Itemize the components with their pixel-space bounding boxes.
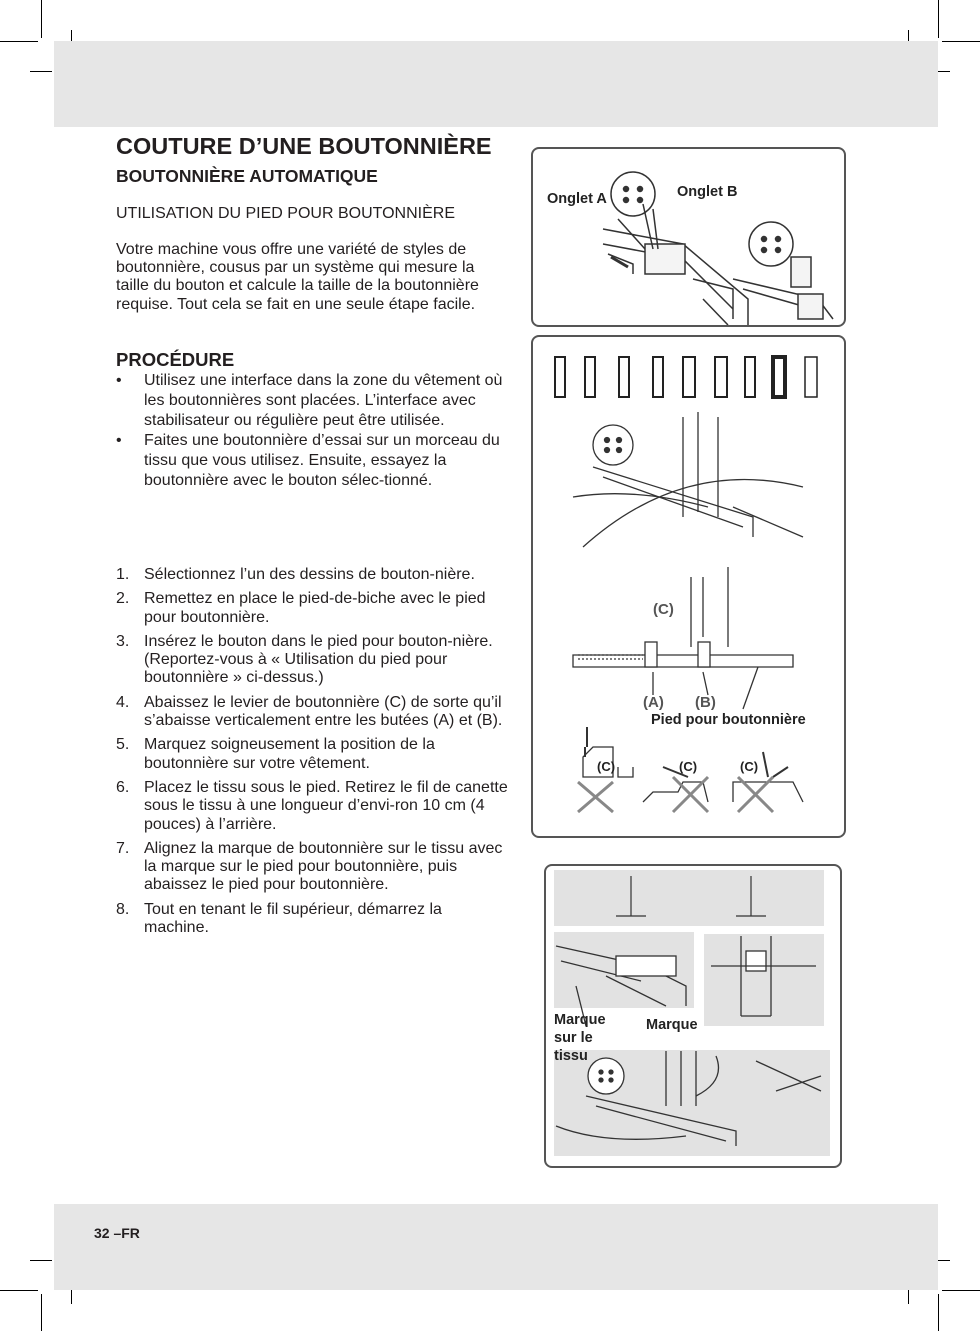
crop-mark (942, 1290, 980, 1291)
crop-mark (942, 41, 980, 42)
list-item (116, 901, 508, 938)
stop-b-label: (B) (695, 694, 716, 711)
crop-mark (41, 1294, 42, 1331)
crop-mark (41, 0, 42, 38)
figure-buttonhole-lever (531, 335, 846, 838)
stop-a-label: (A) (643, 694, 664, 711)
step-text: Placez le tissu sous le pied. Retirez le fil de canette sous le tissu à une longueur d’envi-ron 10 cm (4 pouces) à l’arrière. (144, 778, 508, 833)
list-item (116, 694, 508, 731)
foot-mark-label: Marque (646, 1017, 698, 1033)
list-item: • Faites une boutonnière d’essai sur un morceau du tissu que vous utilisez. Ensuite, essayez la boutonnière avec le bouton sélec-tionné. (116, 432, 500, 489)
lever-c-label-2: (C) (679, 759, 698, 774)
bullet-list (116, 371, 508, 491)
page-title: COUTURE D’UNE BOUTONNIÈRE (116, 133, 492, 159)
step-number: 8. (116, 900, 130, 918)
step-text: Sélectionnez l’un des dessins de bouton-nière. (144, 566, 475, 583)
bullet-text: Faites une boutonnière d’essai sur un morceau du tissu que vous utilisez. Ensuite, essayez la boutonnière avec le bouton sélec-tionné. (144, 432, 500, 489)
section-subtitle: BOUTONNIÈRE AUTOMATIQUE (116, 166, 378, 186)
list-item (116, 590, 508, 627)
page-number: 32 –FR (94, 1225, 140, 1241)
lever-c-label: (C) (653, 601, 674, 618)
bullet-text: Utilisez une interface dans la zone du vêtement où les boutonnières sont placées. L’interface avec stabilisateur ou régulière peut être utilisée. (144, 372, 503, 429)
header-band (54, 41, 938, 127)
step-text: Marquez soigneusement la position de la boutonnière sur votre vêtement. (144, 736, 435, 772)
tab-b-label: Onglet B (677, 184, 738, 200)
list-item (116, 736, 508, 773)
crop-mark (30, 1260, 52, 1261)
procedure-heading: PROCÉDURE (116, 349, 235, 370)
foot-tabs-illustration (533, 149, 844, 325)
list-item (116, 633, 508, 688)
figure-mark-alignment (544, 864, 842, 1168)
list-item (116, 779, 508, 834)
crop-mark (30, 71, 52, 72)
fabric-mark-line-3: tissu (554, 1048, 588, 1064)
step-text: Alignez la marque de boutonnière sur le tissu avec la marque sur le pied pour boutonnière, puis abaissez le pied pour boutonnière. (144, 839, 503, 894)
lever-c-label-3: (C) (740, 759, 759, 774)
step-text: Tout en tenant le fil supérieur, démarrez la machine. (144, 900, 442, 937)
crop-mark (938, 1294, 939, 1331)
crop-mark (0, 41, 38, 42)
tab-a-label: Onglet A (547, 191, 607, 207)
steps-list (116, 566, 508, 943)
step-number: 4. (116, 693, 130, 711)
list-item (116, 566, 508, 584)
step-number: 6. (116, 778, 130, 796)
foot-label: Pied pour boutonnière (651, 712, 806, 728)
list-item: • Utilisez une interface dans la zone du vêtement où les boutonnières sont placées. L’interface avec stabilisateur ou régulière peut être utilisée. (116, 372, 503, 429)
step-number: 1. (116, 566, 130, 583)
step-number: 2. (116, 590, 130, 608)
crop-mark (0, 1290, 38, 1291)
step-number: 5. (116, 736, 130, 754)
fabric-mark-label (554, 1011, 606, 1065)
crop-mark (938, 0, 939, 38)
footer-band (54, 1204, 938, 1290)
list-item (116, 840, 508, 895)
step-text: Remettez en place le pied-de-biche avec le pied pour boutonnière. (144, 590, 486, 626)
step-number: 7. (116, 839, 130, 857)
intro-body: Votre machine vous offre une variété de styles de boutonnière, cousus par un système qui mesure la taille du bouton et calcule la taille de la boutonnière requise. Tout cela se fait en une seule étape facile. (116, 241, 479, 313)
fabric-mark-line-1: Marque (554, 1012, 606, 1028)
figure-buttonhole-foot-tabs (531, 147, 846, 327)
lever-c-label-1: (C) (597, 759, 616, 774)
intro-heading: UTILISATION DU PIED POUR BOUTONNIÈRE (116, 205, 456, 222)
fabric-mark-line-2: sur le (554, 1030, 593, 1046)
step-text: Insérez le bouton dans le pied pour bouton-nière. (Reportez-vous à « Utilisation du pied pour boutonnière » ci-dessus.) (144, 632, 493, 687)
step-text: Abaissez le levier de boutonnière (C) de sorte qu’il s’abaisse verticalement entre les butées (A) et (B). (144, 693, 503, 730)
step-number: 3. (116, 632, 130, 650)
